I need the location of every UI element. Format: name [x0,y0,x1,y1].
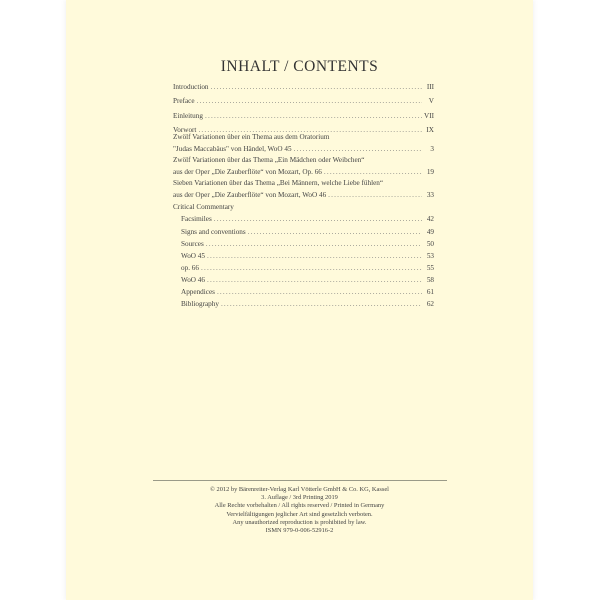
toc-entry-page: V [428,97,434,105]
toc-entry-page: 53 [426,252,434,260]
toc-entry-page: 61 [426,288,434,296]
imprint-reproduction-en: Any unauthorized reproduction is prohibited by law. [232,518,367,526]
imprint-rights: Alle Rechte vorbehalten / All rights reserved / Printed in Germany [214,502,385,510]
toc-entry-op-66[interactable] [173,168,434,177]
dot-leader [324,168,422,177]
dot-leader [294,145,422,154]
toc-entry-introduction[interactable] [173,83,434,92]
toc-entry-page: III [426,83,434,91]
toc-entry-label: Bibliography [181,300,219,308]
toc-entry-facsimiles[interactable] [181,215,434,224]
toc-entry-page: 50 [426,240,434,248]
toc-entry-sources[interactable] [181,240,434,249]
dot-leader [205,112,422,121]
toc-entry-commentary-woo-46[interactable] [181,276,434,285]
toc-entry-einleitung[interactable] [173,112,434,121]
toc-entry-commentary-woo-45[interactable] [181,252,434,261]
toc-entry-page: VII [424,112,434,120]
toc-entry-appendices[interactable] [181,288,434,297]
toc-entry-label: Signs and conventions [181,228,246,236]
toc-entry-page: 55 [426,264,434,272]
dot-leader [211,83,422,92]
toc-entry-page: 42 [426,215,434,223]
toc-entry-label: "Judas Maccabäus" von Händel, WoO 45 [173,145,292,153]
toc-entry-label: Preface [173,97,195,105]
dot-leader [197,97,422,106]
toc-entry-label: Vorwort [173,126,197,134]
toc-entry-label: op. 66 [181,264,199,272]
document-page [66,0,533,600]
toc-work-1-title: Zwölf Variationen über ein Thema aus dem Oratorium [173,133,330,141]
toc-entry-label: Facsimiles [181,215,212,223]
dot-leader [207,252,422,261]
toc-entry-label: Introduction [173,83,209,91]
toc-work-2-title: Zwölf Variationen über das Thema „Ein Mädchen oder Weibchen“ [173,156,365,164]
imprint-printing: 3. Auflage / 3rd Printing 2019 [261,494,338,502]
toc-entry-page: 3 [430,145,434,153]
imprint-copyright: © 2012 by Bärenreiter-Verlag Karl Vötterle GmbH & Co. KG, Kassel [210,486,389,493]
toc-entry-label: WoO 46 [181,276,205,284]
toc-entry-signs-and-conventions[interactable] [181,228,434,237]
toc-entry-preface[interactable] [173,97,434,106]
toc-entry-label: Sources [181,240,204,248]
critical-commentary-heading: Critical Commentary [173,203,234,211]
toc-entry-label: Appendices [181,288,215,296]
dot-leader [214,215,422,224]
toc-entry-bibliography[interactable] [181,300,434,309]
toc-entry-page: 33 [426,191,434,199]
dot-leader [217,288,422,297]
toc-entry-page: 62 [426,300,434,308]
toc-work-3-title: Sieben Variationen über das Thema „Bei Männern, welche Liebe fühlen“ [173,179,384,187]
imprint-ismn: ISMN 979-0-006-52916-2 [265,527,334,535]
toc-entry-page: 49 [426,228,434,236]
dot-leader [328,191,422,200]
dot-leader [207,276,422,285]
toc-entry-page: IX [426,126,434,134]
imprint-block [66,486,533,535]
toc-entry-woo-45[interactable] [173,145,434,154]
toc-entry-commentary-op-66[interactable] [181,264,434,273]
toc-entry-label: WoO 45 [181,252,205,260]
toc-entry-label: Einleitung [173,112,203,120]
dot-leader [201,264,422,273]
toc-entry-label: aus der Oper „Die Zauberflöte“ von Mozart, WoO 46 [173,191,327,199]
dot-leader [206,240,422,249]
toc-entry-page: 19 [426,168,434,176]
dot-leader [248,228,422,237]
imprint-divider [153,480,447,481]
toc-entry-woo-46[interactable] [173,191,434,200]
imprint-reproduction-de: Vervielfältigungen jeglicher Art sind gesetzlich verboten. [226,510,373,518]
toc-entry-label: aus der Oper „Die Zauberflöte“ von Mozart, Op. 66 [173,168,322,176]
page-title: INHALT / CONTENTS [220,58,379,75]
dot-leader [221,300,422,309]
toc-entry-page: 58 [426,276,434,284]
